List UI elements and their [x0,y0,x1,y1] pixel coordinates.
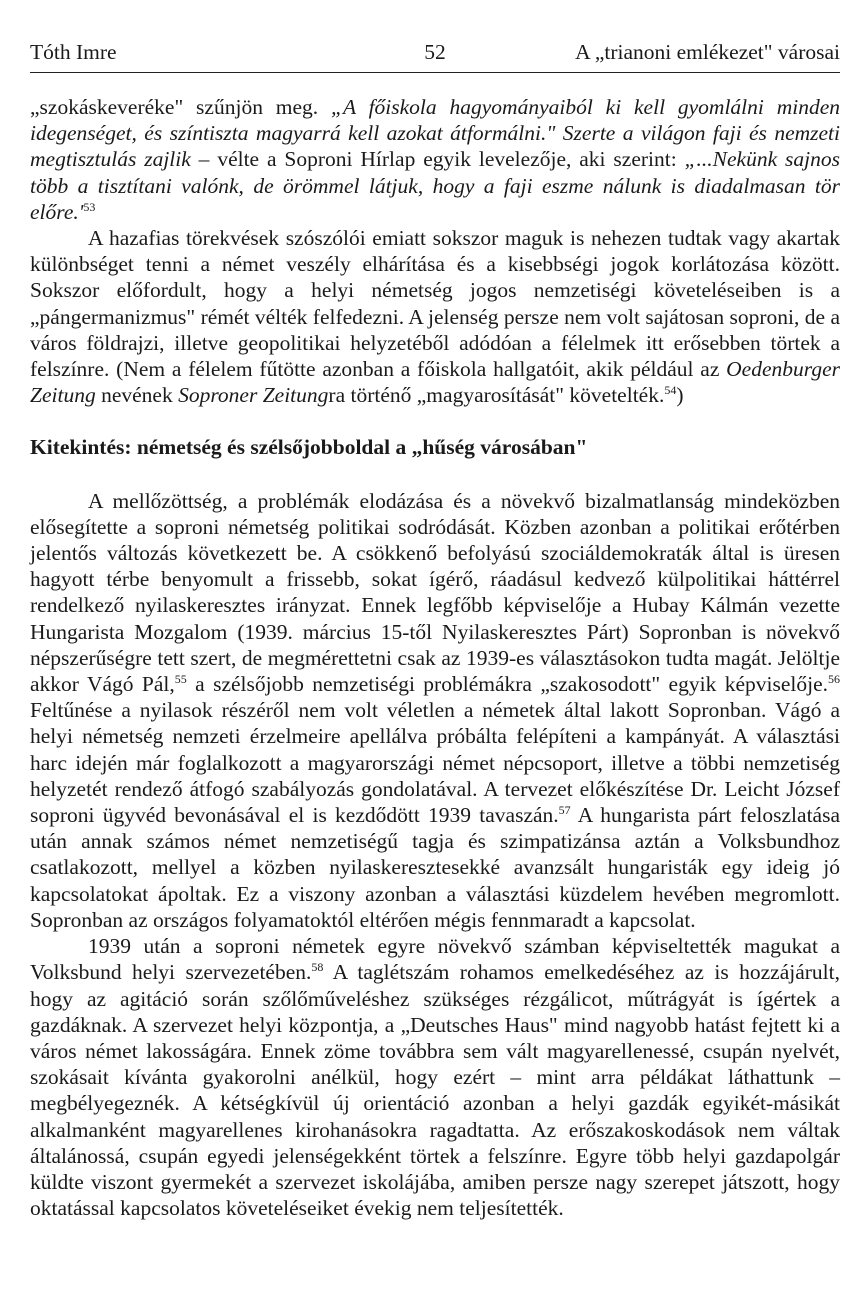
p2-newspaper-2: Soproner Zeitung [178,383,329,408]
footnote-ref-57: 57 [558,803,571,818]
page-body [30,94,840,1221]
p1-text-a: „szokáskeveréke" szűnjön meg. [30,95,332,119]
header-rule [30,72,840,73]
p2-text-c: nevének [95,383,179,408]
section-heading: Kitekintés: németség és szélsőjobboldal a „hűség városában" [30,435,588,460]
p3-text-d: A hungarista párt feloszlatása után annak számos német nemzetiségű tagja és szimpatizánsa aztán a Volksbundhoz csatlakozott, mellyel a közben nyilaskeresztesekké avanzsált hungaristák egy ideig jó kapcsolatokat ápoltak. Ez a viszony azonban a választási küzdelem hevében megromlott. Sopronban az országos folyamatoktól eltérően mégis fennmaradt a kapcsolat. [30,803,840,932]
p2-text-a: A hazafias törekvések szószólói emiatt sokszor maguk is nehezen tudtak vagy akartak különbséget tenni a német veszély elhárítása és a kisebbségi jogok korlátozása között. Sokszor előfordult, hogy a helyi németség jogos nemzetiségi követeléseiben is a „pángermanizmus" rémét vélték felfedezni. A jelenség persze nem volt sajátosan soproni, de a város földrajzi, illetve geopolitikai helyzetéből adódóan a félelmek itt erősebben törtek a felszínre. (Nem a félelem fűtötte azonban a főiskola hallgatóit, akik például az [30,226,840,382]
p3-text-b: a szélsőjobb nemzetiségi problémákra „szakosodott" egyik képviselője. [186,672,829,697]
p1-text-c: – vélte a Soproni Hírlap egyik levelezője, aki szerint: [190,147,685,172]
p4-text-a: 1939 után a soproni németek egyre növekvő számban képviseltették magukat a Volksbund helyi szervezetében. [30,934,840,985]
header-author: Tóth Imre [30,40,117,64]
p3-text-a: A mellőzöttség, a problémák elodázása és a növekvő bizalmatlanság mindeközben elősegítette a soproni németség politikai sodródását. Közben azonban a politikai erőtérben jelentős változás következett be. A csökkenő befolyású szociáldemokraták által is üresen hagyott térbe benyomult a frissebb, sokat ígérő, ráadásul kedvező külpolitikai háttérrel rendelkező nyilaskeresztes irányzat. Ennek legfőbb képviselője a Hubay Kálmán vezette Hungarista Mozgalom (1939. március 15-től Nyilaskeresztes Párt) Sopronban is növekvő népszerűségre tett szert, de megmérettetni csak az 1939-es választásokon tudta magát. Jelöltje akkor Vágó Pál, [30,488,840,697]
p1-quote: „A főiskola hagyományaiból ki kell gyomlálni minden idegenséget, és színtiszta magyarrá kell azokat átformálni." Szerte a világon faji és nemzeti megtisztulás zajlik [30,95,841,172]
footnote-ref-55: 55 [174,672,187,687]
footnote-ref-54: 54 [664,383,677,398]
header-running-title: A „trianoni emlékezet" városai [575,40,840,64]
p1-quote-2: „...Nekünk sajnos több a tisztítani valónk, de örömmel látjuk, hogy a faji eszme nálunk is diadalmasan tör előre.' [30,147,840,224]
page-number: 52 [424,40,446,64]
p3-text-c: Feltűnése a nyilasok részéről nem volt véletlen a németek által lakott Sopronban. Vágó a helyi németség nemzeti érzelmeire apellálva próbálta felépíteni a kampányát. A választási harc idején már foglalkozott a magyarországi német népcsoport, illetve a többi nemzetiség helyzetét rendező átfogó szabályozás gondolatával. A tervezet előkészítése Dr. Leicht József soproni ügyvéd bevonásával el is kezdődött 1939 tavaszán. [30,698,840,828]
p2-newspaper-1: Oedenburger Zeitung [30,357,840,408]
footnote-ref-56: 56 [828,672,841,687]
running-header [30,30,840,70]
p4-text-b: A taglétszám rohamos emelkedéséhez az is hozzájárult, hogy az agitáció során szőlőműveléshez szükséges rézgálicot, műtrágyát is ígértek a gazdáknak. A szervezet helyi központja, a „Deutsches Haus" mind nagyobb hatást fejtett ki a város német lakosságára. Ennek zöme továbbra sem vált magyarellenessé, csupán nyelvét, szokásait kívánta gyakorolni anélkül, hogy ezért – mint arra példákat láthattunk – megbélyegeznék. A kétségkívül új orientáció azonban a helyi gazdák egyikét-másikát alkalmanként magyarellenes kirohanásokra ragadtatta. Az erőszakoskodások nem váltak általánossá, csupán egyedi jelenségekként törtek a felszínre. Egyre több helyi gazdapolgár küldte viszont gyermekét a szervezet iskolájába, amiben persze nagy szerepet játszott, hogy oktatással kapcsolatos követeléseiket évekig nem teljesítették. [30,960,840,1221]
p2-text-e: ra történő „magyarosítását" követelték. [328,383,665,408]
p2-text-f: ) [676,383,684,408]
paragraph-4 [30,933,840,1221]
paragraph-2 [30,225,840,408]
footnote-ref-53: 53 [83,199,96,214]
paragraph-3 [30,488,840,933]
paragraph-1 [30,94,840,225]
footnote-ref-58: 58 [311,960,324,975]
